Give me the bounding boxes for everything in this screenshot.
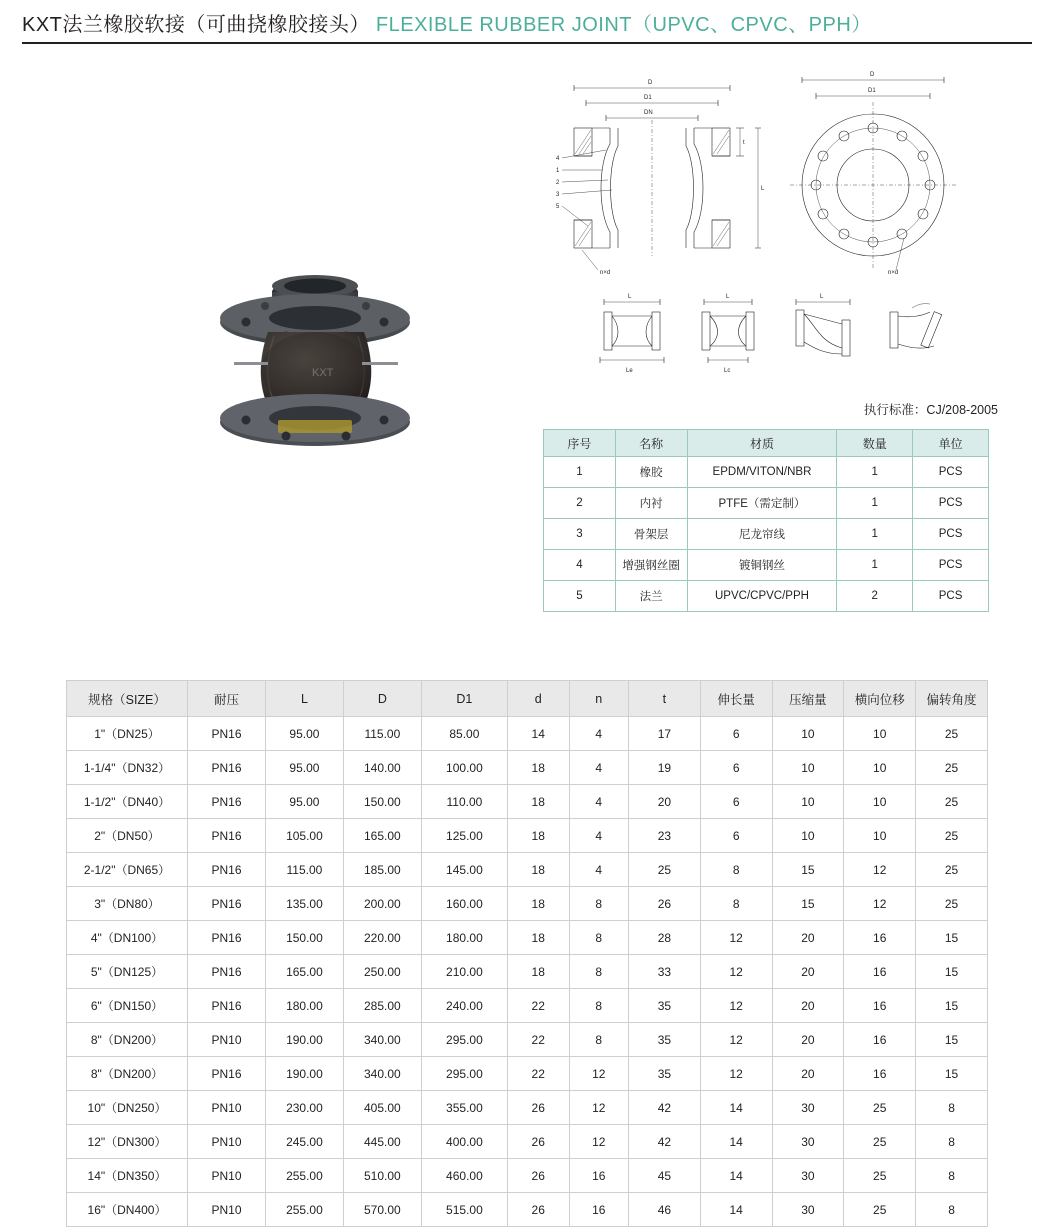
spec-cell: PN10 [188, 1159, 266, 1193]
spec-cell: 16 [844, 1023, 916, 1057]
spec-cell: PN16 [188, 989, 266, 1023]
svg-text:t: t [743, 140, 745, 146]
spec-cell: 42 [628, 1125, 700, 1159]
table-row [544, 550, 989, 581]
table-row [67, 921, 988, 955]
spec-cell: 14 [507, 717, 569, 751]
spec-cell: 15 [916, 921, 988, 955]
spec-cell: PN16 [188, 955, 266, 989]
table-row [544, 581, 989, 612]
spec-size-cell: 10"（DN250） [67, 1091, 188, 1125]
installation-sketches [600, 294, 942, 374]
page-title-en: FLEXIBLE RUBBER JOINT（UPVC、CPVC、PPH） [375, 14, 872, 36]
spec-cell: 185.00 [343, 853, 421, 887]
spec-cell: 30 [772, 1159, 844, 1193]
spec-header-cell: 偏转角度 [916, 681, 988, 717]
spec-cell: 200.00 [343, 887, 421, 921]
spec-cell: 15 [916, 955, 988, 989]
spec-cell: 35 [628, 989, 700, 1023]
spec-cell: 14 [700, 1091, 772, 1125]
spec-cell: 570.00 [343, 1193, 421, 1227]
spec-header-cell: 横向位移 [844, 681, 916, 717]
spec-header-cell: n [569, 681, 628, 717]
spec-cell: 8 [916, 1193, 988, 1227]
spec-cell: 6 [700, 751, 772, 785]
svg-text:n×d: n×d [888, 270, 899, 276]
spec-cell: 160.00 [421, 887, 507, 921]
spec-cell: 12 [569, 1091, 628, 1125]
spec-cell: 26 [507, 1193, 569, 1227]
spec-cell: 20 [628, 785, 700, 819]
parts-cell: PCS [913, 488, 989, 519]
svg-text:3: 3 [556, 192, 560, 198]
spec-size-cell: 1-1/4"（DN32） [67, 751, 188, 785]
parts-cell: EPDM/VITON/NBR [687, 457, 837, 488]
table-row [544, 519, 989, 550]
spec-cell: 95.00 [265, 751, 343, 785]
spec-cell: 14 [700, 1159, 772, 1193]
table-row [67, 853, 988, 887]
spec-cell: 30 [772, 1193, 844, 1227]
spec-cell: 12 [700, 1023, 772, 1057]
svg-text:D1: D1 [868, 88, 876, 94]
spec-cell: 4 [569, 751, 628, 785]
svg-text:D: D [870, 72, 875, 78]
parts-cell: 1 [837, 457, 913, 488]
spec-cell: 12 [700, 1057, 772, 1091]
spec-cell: 115.00 [265, 853, 343, 887]
spec-cell: 25 [916, 751, 988, 785]
parts-cell: 骨架层 [615, 519, 687, 550]
spec-cell: 16 [844, 921, 916, 955]
spec-cell: 42 [628, 1091, 700, 1125]
spec-cell: 16 [844, 989, 916, 1023]
spec-cell: 35 [628, 1057, 700, 1091]
spec-cell: 18 [507, 853, 569, 887]
spec-cell: 8 [700, 853, 772, 887]
spec-size-cell: 2"（DN50） [67, 819, 188, 853]
spec-cell: 23 [628, 819, 700, 853]
spec-cell: 6 [700, 717, 772, 751]
spec-cell: PN16 [188, 887, 266, 921]
spec-cell: 150.00 [265, 921, 343, 955]
spec-cell: 400.00 [421, 1125, 507, 1159]
parts-header-cell: 数量 [837, 430, 913, 457]
spec-cell: 340.00 [343, 1023, 421, 1057]
spec-cell: PN16 [188, 751, 266, 785]
spec-size-cell: 12"（DN300） [67, 1125, 188, 1159]
spec-cell: 285.00 [343, 989, 421, 1023]
spec-cell: 100.00 [421, 751, 507, 785]
spec-cell: 8 [916, 1159, 988, 1193]
spec-cell: 110.00 [421, 785, 507, 819]
spec-size-cell: 16"（DN400） [67, 1193, 188, 1227]
table-row [67, 751, 988, 785]
spec-size-cell: 1-1/2"（DN40） [67, 785, 188, 819]
spec-cell: 12 [569, 1057, 628, 1091]
spec-cell: 255.00 [265, 1159, 343, 1193]
spec-cell: PN16 [188, 1057, 266, 1091]
spec-cell: 245.00 [265, 1125, 343, 1159]
svg-text:5: 5 [556, 204, 560, 210]
parts-cell: 镀铜钢丝 [687, 550, 837, 581]
spec-cell: 25 [916, 853, 988, 887]
spec-cell: 460.00 [421, 1159, 507, 1193]
table-row [67, 1159, 988, 1193]
spec-cell: 20 [772, 955, 844, 989]
parts-header-cell: 单位 [913, 430, 989, 457]
table-row [67, 1091, 988, 1125]
front-view-drawing [790, 72, 956, 276]
spec-cell: 255.00 [265, 1193, 343, 1227]
spec-cell: 190.00 [265, 1057, 343, 1091]
spec-cell: 14 [700, 1125, 772, 1159]
spec-cell: 30 [772, 1091, 844, 1125]
spec-cell: 180.00 [265, 989, 343, 1023]
spec-cell: 8 [916, 1091, 988, 1125]
parts-cell: 2 [837, 581, 913, 612]
spec-cell: 20 [772, 1057, 844, 1091]
spec-size-cell: 1"（DN25） [67, 717, 188, 751]
spec-cell: 105.00 [265, 819, 343, 853]
parts-cell: 5 [544, 581, 616, 612]
spec-cell: 10 [772, 717, 844, 751]
svg-text:KXT: KXT [312, 367, 334, 379]
header-divider [22, 42, 1032, 44]
spec-header-cell: D [343, 681, 421, 717]
parts-cell: 法兰 [615, 581, 687, 612]
spec-cell: 8 [569, 921, 628, 955]
table-row [67, 717, 988, 751]
spec-cell: 16 [569, 1159, 628, 1193]
parts-cell: 2 [544, 488, 616, 519]
spec-header-cell: D1 [421, 681, 507, 717]
spec-cell: 515.00 [421, 1193, 507, 1227]
spec-cell: 18 [507, 921, 569, 955]
spec-size-cell: 14"（DN350） [67, 1159, 188, 1193]
spec-cell: 15 [916, 1057, 988, 1091]
svg-text:Lc: Lc [724, 368, 731, 374]
spec-cell: 250.00 [343, 955, 421, 989]
spec-cell: 45 [628, 1159, 700, 1193]
page-header [0, 0, 1054, 46]
spec-cell: 14 [700, 1193, 772, 1227]
parts-header-cell: 序号 [544, 430, 616, 457]
spec-cell: 8 [569, 887, 628, 921]
spec-cell: 95.00 [265, 717, 343, 751]
spec-cell: 18 [507, 819, 569, 853]
spec-cell: 18 [507, 785, 569, 819]
spec-cell: 6 [700, 785, 772, 819]
page-title-cn: KXT法兰橡胶软接（可曲挠橡胶接头） [22, 14, 370, 36]
spec-cell: 8 [569, 955, 628, 989]
spec-cell: 340.00 [343, 1057, 421, 1091]
spec-cell: 165.00 [265, 955, 343, 989]
spec-cell: 8 [916, 1125, 988, 1159]
parts-table [543, 429, 989, 612]
spec-cell: 12 [700, 921, 772, 955]
table-row [67, 785, 988, 819]
spec-cell: 25 [844, 1193, 916, 1227]
svg-text:Le: Le [626, 368, 633, 374]
spec-cell: 150.00 [343, 785, 421, 819]
parts-table-header-row [544, 430, 989, 457]
section-view-drawing [556, 80, 765, 276]
spec-cell: 405.00 [343, 1091, 421, 1125]
parts-cell: 1 [837, 488, 913, 519]
parts-cell: 4 [544, 550, 616, 581]
spec-size-cell: 8"（DN200） [67, 1057, 188, 1091]
table-row [67, 819, 988, 853]
parts-cell: 增强钢丝圈 [615, 550, 687, 581]
spec-cell: 510.00 [343, 1159, 421, 1193]
svg-text:L: L [726, 294, 730, 300]
spec-size-cell: 8"（DN200） [67, 1023, 188, 1057]
svg-text:1: 1 [556, 168, 560, 174]
spec-size-cell: 4"（DN100） [67, 921, 188, 955]
spec-cell: 190.00 [265, 1023, 343, 1057]
spec-cell: 25 [844, 1125, 916, 1159]
spec-cell: 20 [772, 921, 844, 955]
spec-cell: 12 [569, 1125, 628, 1159]
parts-cell: PCS [913, 519, 989, 550]
svg-text:D: D [648, 80, 653, 86]
spec-header-cell: 规格（SIZE） [67, 681, 188, 717]
spec-cell: PN16 [188, 921, 266, 955]
spec-cell: 16 [844, 955, 916, 989]
spec-cell: 22 [507, 1057, 569, 1091]
spec-cell: 16 [844, 1057, 916, 1091]
spec-header-cell: t [628, 681, 700, 717]
spec-cell: 33 [628, 955, 700, 989]
spec-cell: 180.00 [421, 921, 507, 955]
spec-cell: 10 [844, 751, 916, 785]
spec-cell: 165.00 [343, 819, 421, 853]
spec-cell: PN10 [188, 1193, 266, 1227]
table-row [67, 955, 988, 989]
spec-cell: 12 [700, 955, 772, 989]
spec-cell: 230.00 [265, 1091, 343, 1125]
parts-header-cell: 材质 [687, 430, 837, 457]
spec-size-cell: 6"（DN150） [67, 989, 188, 1023]
spec-cell: 8 [700, 887, 772, 921]
product-photo [150, 270, 480, 470]
spec-cell: 295.00 [421, 1057, 507, 1091]
svg-text:L: L [761, 186, 765, 192]
spec-size-cell: 5"（DN125） [67, 955, 188, 989]
spec-cell: 145.00 [421, 853, 507, 887]
spec-cell: 26 [507, 1159, 569, 1193]
spec-cell: PN16 [188, 853, 266, 887]
spec-cell: 25 [844, 1159, 916, 1193]
table-row [67, 1193, 988, 1227]
svg-text:DN: DN [644, 110, 653, 116]
spec-cell: 26 [507, 1091, 569, 1125]
spec-cell: 15 [916, 989, 988, 1023]
spec-cell: 25 [844, 1091, 916, 1125]
spec-cell: 28 [628, 921, 700, 955]
spec-cell: 445.00 [343, 1125, 421, 1159]
table-row [67, 1057, 988, 1091]
svg-text:L: L [820, 294, 824, 300]
spec-cell: 10 [844, 819, 916, 853]
spec-cell: 35 [628, 1023, 700, 1057]
parts-cell: PCS [913, 581, 989, 612]
spec-cell: 220.00 [343, 921, 421, 955]
spec-header-cell: 压缩量 [772, 681, 844, 717]
spec-cell: 25 [916, 887, 988, 921]
spec-cell: 12 [844, 853, 916, 887]
spec-cell: 17 [628, 717, 700, 751]
parts-cell: PTFE（需定制） [687, 488, 837, 519]
spec-cell: 25 [916, 717, 988, 751]
spec-cell: 12 [844, 887, 916, 921]
spec-cell: 22 [507, 1023, 569, 1057]
parts-cell: UPVC/CPVC/PPH [687, 581, 837, 612]
svg-text:4: 4 [556, 156, 560, 162]
table-row [67, 887, 988, 921]
spec-cell: 4 [569, 853, 628, 887]
spec-cell: 18 [507, 751, 569, 785]
spec-cell: 15 [772, 887, 844, 921]
spec-cell: 140.00 [343, 751, 421, 785]
spec-cell: 30 [772, 1125, 844, 1159]
parts-cell: 尼龙帘线 [687, 519, 837, 550]
spec-cell: 26 [507, 1125, 569, 1159]
spec-cell: 18 [507, 955, 569, 989]
spec-cell: 20 [772, 1023, 844, 1057]
spec-cell: 12 [700, 989, 772, 1023]
spec-cell: 18 [507, 887, 569, 921]
spec-header-cell: d [507, 681, 569, 717]
parts-cell: 1 [544, 457, 616, 488]
table-row [67, 1125, 988, 1159]
spec-cell: 95.00 [265, 785, 343, 819]
parts-cell: 内衬 [615, 488, 687, 519]
spec-cell: 10 [844, 785, 916, 819]
spec-cell: PN10 [188, 1125, 266, 1159]
table-row [544, 457, 989, 488]
spec-cell: PN16 [188, 819, 266, 853]
spec-cell: 8 [569, 1023, 628, 1057]
spec-cell: 25 [916, 785, 988, 819]
svg-text:D1: D1 [644, 95, 652, 101]
parts-header-cell: 名称 [615, 430, 687, 457]
spec-cell: 10 [772, 819, 844, 853]
spec-cell: 355.00 [421, 1091, 507, 1125]
parts-cell: 1 [837, 519, 913, 550]
spec-cell: 25 [628, 853, 700, 887]
technical-drawings [540, 58, 1010, 398]
spec-cell: 15 [916, 1023, 988, 1057]
parts-cell: PCS [913, 550, 989, 581]
spec-size-cell: 2-1/2"（DN65） [67, 853, 188, 887]
spec-cell: 8 [569, 989, 628, 1023]
table-row [544, 488, 989, 519]
standard-note: 执行标准：CJ/208-2005 [863, 403, 998, 417]
specification-table [66, 680, 988, 1227]
svg-text:n×d: n×d [600, 270, 611, 276]
spec-cell: 10 [844, 717, 916, 751]
spec-cell: 16 [569, 1193, 628, 1227]
spec-cell: 210.00 [421, 955, 507, 989]
spec-cell: 4 [569, 717, 628, 751]
table-row [67, 1023, 988, 1057]
spec-cell: 6 [700, 819, 772, 853]
spec-header-cell: 伸长量 [700, 681, 772, 717]
spec-table-body [67, 717, 988, 1227]
spec-header-cell: L [265, 681, 343, 717]
spec-cell: 10 [772, 751, 844, 785]
spec-cell: 20 [772, 989, 844, 1023]
spec-cell: 240.00 [421, 989, 507, 1023]
spec-cell: 295.00 [421, 1023, 507, 1057]
spec-table-header-row [67, 681, 988, 717]
spec-cell: 46 [628, 1193, 700, 1227]
parts-cell: 橡胶 [615, 457, 687, 488]
spec-cell: 19 [628, 751, 700, 785]
svg-text:2: 2 [556, 180, 560, 186]
spec-cell: 15 [772, 853, 844, 887]
parts-cell: 1 [837, 550, 913, 581]
spec-cell: 85.00 [421, 717, 507, 751]
spec-cell: PN16 [188, 785, 266, 819]
table-row [67, 989, 988, 1023]
spec-cell: 4 [569, 819, 628, 853]
spec-header-cell: 耐压 [188, 681, 266, 717]
spec-cell: 22 [507, 989, 569, 1023]
spec-cell: 115.00 [343, 717, 421, 751]
spec-cell: 135.00 [265, 887, 343, 921]
svg-text:L: L [628, 294, 632, 300]
spec-cell: PN16 [188, 717, 266, 751]
spec-size-cell: 3"（DN80） [67, 887, 188, 921]
parts-cell: PCS [913, 457, 989, 488]
spec-cell: 26 [628, 887, 700, 921]
spec-cell: 4 [569, 785, 628, 819]
spec-cell: PN10 [188, 1023, 266, 1057]
spec-cell: 10 [772, 785, 844, 819]
spec-cell: 125.00 [421, 819, 507, 853]
spec-cell: 25 [916, 819, 988, 853]
spec-cell: PN10 [188, 1091, 266, 1125]
parts-cell: 3 [544, 519, 616, 550]
